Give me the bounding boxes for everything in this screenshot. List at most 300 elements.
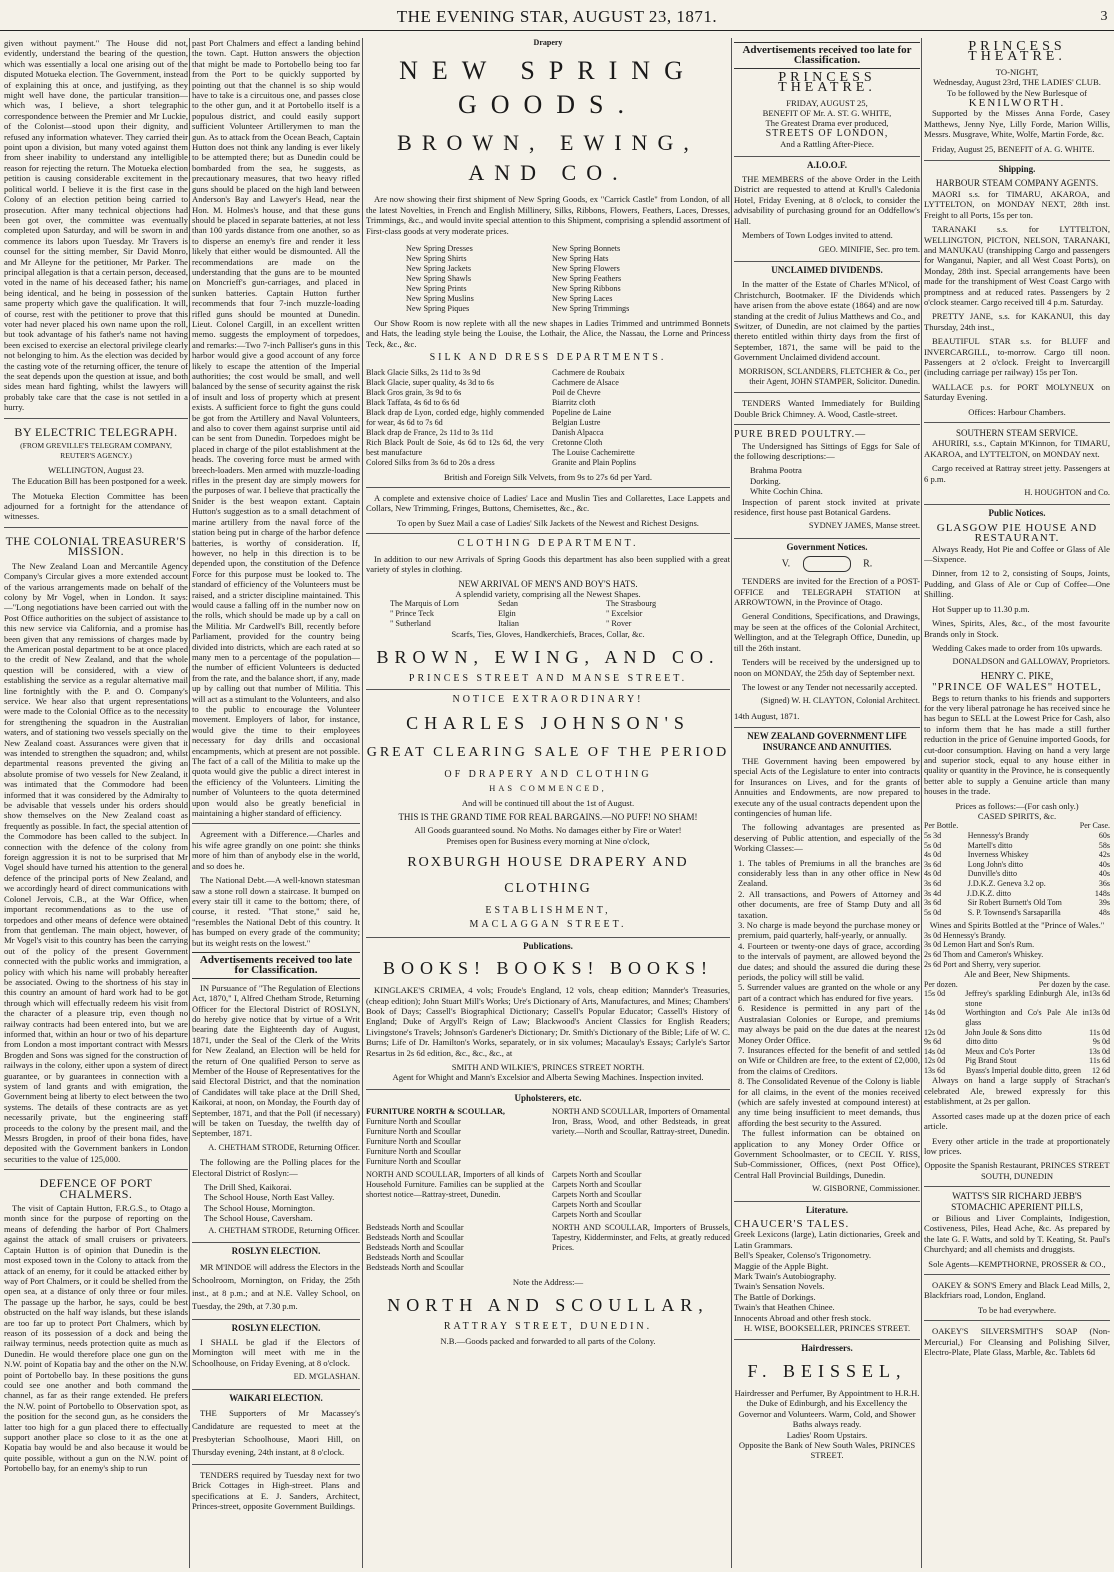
list-item: Black Glacie, super quality, 4s 3d to 6s [366, 377, 494, 387]
spanish-restaurant-line: Opposite the Spanish Restaurant, PRINCES STREET SOUTH, DUNEDIN [924, 1160, 1110, 1181]
divider [4, 418, 188, 419]
hats-col-b [498, 599, 598, 629]
list-item: Black drap de Lyon, corded edge, highly commended for wear, 4s 6d to 7s 6d [366, 407, 544, 427]
table-cell: 13s 0d [1088, 1046, 1110, 1056]
signature: A. CHETHAM STRODE, Returning Officer. [208, 1225, 360, 1235]
signature: A. CHETHAM STRODE, Returning Officer. [208, 1142, 360, 1152]
chaucer-heading: CHAUCER'S TALES. [734, 1218, 850, 1230]
table-cell: Worthington and Co's Pale Ale in glass [965, 1008, 1089, 1027]
spring-goods-right [552, 244, 690, 314]
signature: ED. M'GLASHAN. [293, 1372, 360, 1382]
shipping-office: Offices: Harbour Chambers. [968, 406, 1066, 417]
table-row [924, 989, 1110, 1008]
list-item: " Sutherland [390, 619, 431, 629]
books-text: KINGLAKE'S CRIMEA, 4 vols; Froude's England, 12 vols, cheap edition; Mannder's Treasuries, (cheap edition); John Stuart Mill's Works; Ure's Dictionary of Arts, Manufactures, and Mines; Chambers' Book of Days; Cassell's Biographical Dictionary; Cassell's Popular Educator; Cassell's History of England; Duke of Argyll's Reign of Law; Blackwood's Ancient Classics for English Readers; Livingstone's Travels; Johnson's Gardener's Dictionary; Dr. Smith's Dictionary of the Bible; Life of W. C. Burns; Life of Dr. Hamilton's Works, separately, or in six volumes; Macaulay's Essays; Carlyle's Sartor Resartus in 2s 6d edition, &c., &c., &c., at [366, 985, 730, 1058]
streets-of-london: STREETS OF LONDON, [765, 127, 889, 139]
books-agent: Agent for Whight and Mann's Excelsior and Alberta Sewing Machines. Inspection invited. [392, 1072, 704, 1083]
insurance-text: THE Government having been empowered by special Acts of the Legislature to enter into contracts for Insurances on Lives, and for the grants of Annuities and Endowments, are now prepared to execute any of the usual contracts dependent upon the contingencies of human life. [734, 755, 920, 818]
shipping-notice: BEAUTIFUL STAR s.s. for BLUFF and INVERCARGILL, to-morrow. Cargo till noon. Passengers at 2 o'clock. Freight to Invercargill (including carriage per railway) 15s per Ton. [924, 336, 1110, 378]
tonight-line: TO-NIGHT, [995, 66, 1039, 77]
table-cell: 3s 6d [924, 898, 942, 908]
list-item: Dorking. [750, 475, 781, 486]
list-item: New Spring Muslins [406, 294, 474, 304]
brown-ewing-heading: BROWN, EWING, AND CO. [397, 130, 699, 186]
table-cell: J.D.K.Z. ditto [966, 888, 1011, 898]
divider [366, 533, 730, 534]
glasgow-text: Wines, Spirits, Ales, &c., of the most favourite Brands only in Stock. [924, 618, 1110, 639]
list-item: 3s 0d Lemon Hart and Son's Rum. [924, 940, 1035, 950]
oakey-text: OAKEY & SON'S Emery and Black Lead Mills, 2, Blackfriars road, London, England. [924, 1279, 1110, 1301]
shipping-notice: MAORI s.s. for TIMARU, AKAROA, and LYTTELTON, on MONDAY NEXT, 28th inst. Freight to all Ports, 15s per ton. [924, 188, 1110, 220]
benefit-line: BENEFIT OF Mr. A. ST. G. WHITE, [762, 108, 892, 119]
table-header: Per Bottle. [924, 821, 959, 831]
signature: H. HOUGHTON and Co. [1024, 488, 1110, 498]
aioof-text: Members of Town Lodges invited to attend. [742, 230, 893, 241]
list-item: Greek Lexicons (large), Latin dictionaries, Greek and Latin Grammars. [734, 1229, 920, 1250]
list-item: Furniture North and Scoullar [366, 1127, 461, 1137]
north-scoullar-block-2 [366, 1170, 730, 1220]
table-cell: John Joule & Sons ditto [965, 1027, 1042, 1037]
macassey-notice: THE Supporters of Mr Macassey's Candidature are requested to meet at the Presbyterian Schoolhouse, Maori Hill, on Thursday evening, 24th instant, at 8 o'clock. [192, 1407, 360, 1457]
roxburgh-heading: ROXBURGH HOUSE DRAPERY AND CLOTHING [407, 854, 689, 896]
cased-spirits-line: CASED SPIRITS, &c. [977, 811, 1057, 821]
treasurer-heading: THE COLONIAL TREASURER'S MISSION. [5, 533, 187, 559]
dateline: WELLINGTON, August 23. [48, 465, 144, 475]
pike-text: Every other article in the trade at proportionately low prices. [924, 1135, 1110, 1156]
waikari-election-heading: WAIKARI ELECTION. [192, 1389, 360, 1403]
list-item: Furniture North and Scoullar [366, 1117, 461, 1127]
list-item: White Cochin China. [750, 486, 823, 497]
beissel-text: Hairdresser and Perfumer, By Appointment to H.R.H. the Duke of Edinburgh, and his Excellency the Governor and Volunteers. Warm, Cold, and Shower Baths always ready. [734, 1387, 920, 1430]
columns [0, 34, 1114, 1572]
hats-heading: NEW ARRIVAL OF MEN'S AND BOY'S HATS. [458, 578, 638, 589]
hairdressers-heading: Hairdressers. [734, 1339, 920, 1353]
benefit-text: Friday, August 25, BENEFIT of A. G. WHITE. [932, 143, 1095, 154]
roslyn-election-heading: ROSLYN ELECTION. [192, 1242, 360, 1256]
list-item: Elgin [498, 609, 516, 619]
list-item: Popeline de Laine [552, 407, 612, 417]
table-header-row [924, 821, 1110, 831]
roslyn-election-heading: ROSLYN ELECTION. [192, 1319, 360, 1333]
prince-of-wales-heading: "PRINCE OF WALES" HOTEL, [932, 681, 1102, 694]
glasgow-heading: GLASGOW PIE HOUSE AND RESTAURANT. [936, 521, 1098, 545]
glasgow-text: Always Ready, Hot Pie and Coffee or Glass of Ale—Sixpence. [924, 543, 1110, 565]
publications-heading: Publications. [366, 937, 730, 951]
list-item: Carpets North and Scoullar [552, 1190, 642, 1200]
kenilworth-line: KENILWORTH. [968, 97, 1066, 110]
spring-goods-list [366, 240, 730, 318]
continued-line: And will be continued till about the 1st of August. [461, 798, 635, 809]
glasgow-text: Dinner, from 12 to 2, consisting of Soups, Joints, Pudding, and Glass of Ale or Cup of Coffee—One Shilling. [924, 568, 1110, 600]
list-item: Brahma Pootra [750, 465, 802, 476]
table-cell: 148s [1094, 888, 1110, 898]
wednesday-line: Wednesday, August 23rd, THE LADIES' CLUB. [933, 77, 1101, 88]
unclaimed-heading: UNCLAIMED DIVIDENDS. [734, 261, 920, 275]
table-row [924, 1047, 1110, 1057]
divider [924, 1274, 1110, 1275]
polling-place: The School House, North East Valley. [204, 1192, 335, 1203]
table-cell: 9s 0d [1092, 1037, 1110, 1047]
list-item: Carpets North and Scoullar [552, 1170, 642, 1180]
table-header: Per dozen by the case. [1038, 979, 1110, 989]
signature: DONALDSON and GALLOWAY, Proprietors. [952, 657, 1110, 667]
showroom-text: Our Show Room is now replete with all the new shapes in Ladies Trimmed and untrimmed Bonnets and Hats, the leading style being the Louise, the Lothair, the Alice, the Nassau, the Lorne and Princess Teck, &c., &c. [366, 318, 730, 349]
divider [192, 1464, 360, 1465]
list-item: 2s 6d Port and Sherry, very superior. [924, 959, 1041, 969]
column-1 [4, 38, 188, 1568]
beissel-address: Opposite the Bank of New South Wales, PRINCES STREET. [738, 1439, 916, 1461]
royal-arms-icon [803, 556, 851, 572]
crest-letter-v: V. [781, 558, 791, 570]
divider [734, 392, 920, 393]
poultry-list [734, 465, 920, 496]
princess-theatre-heading: PRINCESS THEATRE. [968, 39, 1066, 65]
table-cell: 12s 0d [924, 1056, 946, 1066]
insurance-text: The fullest information can be obtained on application to any Money Order Office or Government Schoolmaster, or to CECIL Y. RISS, Sub-Commissioner, Offices, (next Post Office), Central Hall Provincial Buildings, Dunedin. [734, 1128, 920, 1180]
column-rule [189, 38, 190, 1568]
list-item: 5. Surrender values are granted on the whole or any part of a contract which has endured for five years. [738, 982, 920, 1003]
furniture-list [366, 1107, 544, 1167]
table-row [924, 908, 1110, 918]
wines-list [924, 931, 1110, 969]
iron-bedsteads-notice: NORTH AND SCOULLAR, Importers of Ornamental Iron, Brass, Wood, and other Bedsteads, in great variety.—North and Scoullar, Rattray-street, Dunedin. [552, 1107, 730, 1137]
hats-intro: A splendid variety, comprising all the Newest Shapes. [455, 588, 641, 599]
carpets-list [552, 1170, 730, 1220]
list-item: Bedsteads North and Scoullar [366, 1233, 464, 1243]
farce-line: And a Rattling After-Piece. [780, 139, 874, 150]
public-notices-heading: Public Notices. [924, 504, 1110, 518]
article-paragraph: The National Debt.—A well-known statesman saw a stone roll down a staircase. It bumped on every stair till it came to the bottom; there, of course, it rested. "That stone," said he, "resembles the National Debt of this country. It has bumped on every grade of the community; but its weight rests on the lowest." [192, 875, 360, 948]
page-number: 3 [1100, 9, 1108, 24]
table-cell: Inverness Whiskey [967, 850, 1029, 860]
list-item: New Spring Jackets [406, 264, 472, 274]
note-address: Note the Address:— [512, 1277, 584, 1288]
list-item: Black Glacie Silks, 2s 11d to 3s 9d [366, 367, 481, 377]
table-cell: 13s 6d [1088, 989, 1110, 999]
shipping-heading: Shipping. [924, 160, 1110, 174]
insurance-text: The following advantages are presented as deserving of Public attention, and especially of the Working Classes:— [734, 822, 920, 854]
article-paragraph: The visit of Captain Hutton, F.R.G.S., to Otago a month since for the purpose of reporting on the means of defending the harbor of Port Chalmers against the attack of small cruisers or privateers. Captain Hutton is of opinion that Dunedin is the most exposed town in the Colony to attack from the attack of an enemy, for it could be attacked either by way of Port Chalmers, or it could be shelled from the open sea, at a distance of only three or four miles. The passage up the harbor, he says, could be best obstructed on the half way islands, but these islands are too far up to protect Port Chalmers, which by reason of its possession of a dock and being the railway terminus, needs protection quite as much as Dunedin. He would therefore place one gun on the N.W. point of Kopatia bay and the other on the N.W. point of Portobello bay. In these positions the guns could see one another and both command the channel, as far as their range extended. He prefers the N.W. point of Portobello to Observation spot, as the position for the second gun, as he considers the latter too high for a gun placed there to effectually support another place so close to it as the one at Kopatia bay would be and also because it would be quite possible, without a gun on the N.W. point of Portobello bay, for an enemy's ship to run [4, 1203, 188, 1474]
list-item: Carpets North and Scoullar [552, 1210, 642, 1220]
silk-heading: SILK AND DRESS DEPARTMENTS. [429, 352, 667, 364]
list-item: New Spring Piques [406, 304, 470, 314]
rattray-line: RATTRAY STREET, DUNEDIN. [443, 1320, 653, 1332]
list-item: The Strasbourg [606, 599, 657, 609]
spirits-table [924, 821, 1110, 917]
table-cell: 40s [1098, 859, 1110, 869]
list-item: 2s 6d Thom and Cameron's Whiskey. [924, 949, 1044, 959]
glasgow-text: Wedding Cakes made to order from 10s upwards. [932, 642, 1103, 653]
north-scoullar-block-3 [366, 1223, 730, 1273]
table-cell: ditto ditto [966, 1037, 998, 1047]
list-item: 8. The Consolidated Revenue of the Colony is liable for all claims, in the event of the monies received (which are safely invested at compound interest) at any time being insufficient to meet demands, thus affording the best security to the Assured. [738, 1076, 920, 1128]
divider [734, 424, 920, 425]
list-item: New Spring Feathers [552, 274, 622, 284]
post-office-tenders: TENDERS are invited for the Erection of a POST-OFFICE and TELEGRAPH STATION at ARROWTOWN, in the Province of Otago. [734, 576, 920, 608]
list-item: New Spring Shirts [406, 254, 467, 264]
table-header: Per dozen. [924, 979, 958, 989]
table-header: Per Case. [1079, 821, 1110, 831]
table-cell: 14s 0d [924, 1046, 946, 1056]
table-row [924, 879, 1110, 889]
list-item: Bell's Speaker, Colenso's Trigonometry. [734, 1250, 872, 1261]
pike-text: Begs to return thanks to his friends and supporters for the very liberal patronage he has received since he has begun to SELL at the Lowest Price for Cash, also to inform them that he has made a still further reduction in the price of Genuine imported Goods, for cut-door consumption. Having on hand a very large and superior stock, equal to any house either in quality or quantity in the Province, he is consequently better able to supply a Genuine article than many houses in the trade. [924, 692, 1110, 797]
table-cell: Long John's ditto [967, 859, 1023, 869]
books-heading: BOOKS! BOOKS! BOOKS! [382, 958, 714, 979]
table-cell: 4s 0d [924, 850, 942, 860]
list-item: Black Gros grain, 3s 9d to 6s [366, 387, 462, 397]
princess-theatre-heading: PRINCESS THEATRE. [778, 69, 876, 96]
article-paragraph: Agreement with a Difference.—Charles and his wife agree grandly on one point: she thinks more of him than of anybody else in the world, and so does he. [192, 829, 360, 871]
divider [924, 1320, 1110, 1321]
watts-text: or Bilious and Liver Complaints, Indigestion, Costiveness, Piles, Head Ache, &c. As prepared by the late G. F. Watts, and sold by T. Keating, St. Paul's Churchyard; and all chemists and druggists. [924, 1212, 1110, 1255]
velvets-line: British and Foreign Silk Velvets, from 9s to 27s 6d per Yard. [444, 471, 652, 482]
list-item: The Louise Cachemirette [552, 447, 635, 457]
glasgow-text: Hot Supper up to 11.30 p.m. [932, 603, 1030, 614]
wines-heading: Wines and Spirits Bottled at the "Prince of Wales." [929, 920, 1105, 931]
defence-heading: DEFENCE OF PORT CHALMERS. [39, 1176, 153, 1201]
silk-left [366, 368, 544, 468]
oakey-soap-text: OAKEY'S SILVERSMITH'S SOAP (Non-Mercurial,) For Cleansing and Polishing Silver, Electro-Plate, Plate Glass, Marble, &c. Tablets 6d [924, 1326, 1110, 1357]
list-item: New Spring Flowers [552, 264, 620, 274]
table-cell: 12 6d [1092, 1065, 1110, 1075]
aioof-text: THE MEMBERS of the above Order in the Leith District are requested to attend at Krull's Caledonia Hotel, Friday Evening, at 8 o'clock, to consider the advisability of purchasing ground for an Oddfellow's Hall. [734, 174, 920, 226]
hats-col-c [606, 599, 706, 629]
table-cell: Sir Robert Burnett's Old Tom [967, 898, 1062, 908]
list-item: Carpets North and Scoullar [552, 1200, 642, 1210]
insurance-list [734, 858, 920, 1129]
table-cell: 39s [1098, 898, 1110, 908]
list-item: Cachmere de Roubaix [552, 367, 625, 377]
list-item: Belgian Lustre [552, 417, 601, 427]
list-item: Bedsteads North and Scoullar [366, 1263, 464, 1273]
commenced-line: HAS COMMENCED, [489, 783, 607, 793]
table-cell: Meux and Co's Porter [965, 1046, 1035, 1056]
scarfs-line: Scarfs, Ties, Gloves, Handkerchiefs, Braces, Collar, &c. [451, 629, 645, 640]
divider [366, 487, 730, 488]
table-cell: Dunville's ditto [967, 869, 1017, 879]
column-rule [362, 38, 363, 1568]
signature: SYDNEY JAMES, Manse street. [808, 521, 920, 531]
list-item: Italian [498, 619, 519, 629]
list-item: Rich Black Poult de Soie, 4s 6d to 12s 6d, the very best manufacture [366, 437, 544, 457]
friday-line: FRIDAY, AUGUST 25, [786, 97, 868, 108]
establishment-line: ESTABLISHMENT, [485, 904, 611, 916]
oakey-line: To be had everywhere. [977, 1304, 1057, 1315]
table-cell: 3s 6d [924, 878, 942, 888]
list-item: New Spring Ribbons [552, 284, 621, 294]
southern-steam-heading: SOUTHERN STEAM SERVICE. [955, 428, 1079, 438]
table-header-row [924, 980, 1110, 990]
hats-list [366, 599, 730, 629]
table-row [924, 889, 1110, 899]
election-notice: IN Pursuance of "The Regulation of Elections Act, 1870," I, Alfred Chetham Strode, Returning Officer for the Electoral District of ROSLYN, do hereby give notice that by virtue of a Writ bearing date the Eighteenth day of August, 1871, under the Seal of the Clerk of the Writs for New Zealand, an Election will be held for the return of One qualified Person to serve as Member of the House of Representatives for the said Electoral District, and that the nomination of Candidates will take place at the Drill Shed, Kaikorai, at noon, on Monday, the Fourth day of September, 1871, and that the Poll (if necessary) will be taken on Tuesday, the twelfth day of September, 1871. [192, 982, 360, 1139]
beissel-text: Ladies' Room Upstairs. [786, 1429, 868, 1440]
brown-ewing-footer: BROWN, EWING, AND CO. [376, 646, 720, 667]
table-cell: 13s 6d [924, 1065, 946, 1075]
table-cell: 48s [1098, 907, 1110, 917]
divider [924, 422, 1110, 423]
poultry-heading: PURE BRED POULTRY.— [734, 429, 867, 441]
table-cell: 58s [1098, 840, 1110, 850]
new-spring-goods-heading: NEW SPRING GOODS. [399, 56, 697, 120]
polling-places [192, 1182, 360, 1224]
ahuriri-notice: AHURIRI, s.s., Captain M'Kinnon, for TIMARU, AKAROA, and LYTTELTON, on MONDAY next. [924, 438, 1110, 459]
table-cell: 3s 6d [924, 859, 942, 869]
maclaggan-line: MACLAGGAN STREET. [469, 919, 627, 931]
table-cell: Hennessy's Brandy [967, 831, 1029, 840]
polling-place: The Drill Shed, Kaikorai. [204, 1182, 292, 1193]
article-paragraph: past Port Chalmers and effect a landing behind the town. Capt. Hutton answers the objection that might be made to Portobello being too far from the Port to be quickly supported by pointing out that the channel is so ship would have to take is a circuitous one, and passes close to the other gun, and it at Portobello itself is a populous district, and could easily support sufficient Volunteer Artillerymen to man the gun. As to attack from the Ocean Beach, Captain Hutton does not think any landing is ever likely to be attempted there; but as Dunedin could be bombarded from the sea, he suggests, as precautionary measures, that two heavy rifled guns should be placed on the high land between Anderson's Bay and Lawyer's Head, near the Hon. M. Holmes's house, and that these guns should be placed in separate batteries, at not less than 100 yards distance from one another, so as to disperse an enemy's fire and render it less likely that either would be dismounted. All the recommendations are made on the understanding that the guns are to be mounted on Moncrieff's gun-carriages, and placed in sunken batteries. Captain Hutton further recommends that four 7-inch muzzle-loading rifled guns should be mounted at Dunedin. Lieut. Colonel Cargill, in an excellent written memo. suggests the employment of torpedoes, and remarks:—Two 7-inch Palliser's guns in this harbor would give a good account of any force likely to escape the attention of the Imperial authorities; the cost would be small, and well balanced by the sense of security against the risk of insult and loss of property which at present exists. A sufficient force to fight the guns could be got from the Artillery and Naval Volunteers, and also to cover them against surprise until aid can be sent from Dunedin. Torpedoes might be placed in charge of the pilot establishment at the heads. The covering force must be armed with breech-loaders. Men armed with muzzle-loading rifles in the present day are simply mowers for the purposes of war. I believe that practically the Snider is the best weapon extant. Captain Hutton's suggestion as to a small detachment of marine artillery from the naval force of the station being put in charge of the harbor defence batteries, is worthy of consideration. If, however, no help in this direction is to be depended upon, the constitution of the Defence Force for this purpose must be looked to. The standard of efficiency of the Volunteers must be raised, and a stricter discipline maintained. This would cause a falling off in the number now on the rolls, which should be made up by a call on the Militia. Mr Cardwell's Bill, recently before Parliament, provided for the country being divided into districts, which are each rated at so many men to a percentage of the population—the number of efficient Volunteers is deducted from the rate, and the balance short, if any, made up by calling out that number of Militia. This will act as a stimulant to the Volunteers, and also to the public to encourage the Volunteer movement. Employers of labor, for instance, would give the time to their employees necessary for day drills and occasional encampments, which at present are not possible. The fact of a call of the Militia to make up the quota would give the public a direct interest in the efficiency of the Volunteers. Limiting the number of Volunteers to the quota determined upon would also be greatly beneficial in maintaining a higher standard of efficiency. [192, 38, 360, 819]
ahuriri-notice: Cargo received at Rattray street jetty. Passengers at 6 p.m. [924, 463, 1110, 484]
bedsteads-list [366, 1223, 544, 1273]
drapery-section-label: Drapery [533, 38, 563, 47]
hats-col-a [390, 599, 490, 629]
list-item: New Spring Prints [406, 284, 467, 294]
list-item: Biarritz cloth [552, 397, 596, 407]
article-paragraph: The New Zealand Loan and Mercantile Agency Company's Circular gives a more extended account of the various arrangements made on behalf of the colony by Mr Vogel, when in London. It says:—"Long negotiations have been carried out with the Post Office authorities on the subject of assistance to this new service via California, and a promise has been given that any remissions of charges made by the American postal department to be at once placed to the credit of New Zealand, and that the whole question will be considered, with a view of establishing the service as a regular alternative mail line fortnightly with the P. and O. Company's service. We hear also that urgent representations were made to the Colonial Office as to the necessity for strengthening the squadron in the Australian waters, and of stationing two vessels specially on the New Zealand coast. Assurances were given that it was intended to strengthen the squadron; and, whilst departmental reasons prevented the giving an absolute promise of two vessels for New Zealand, it was intimated that the Commodore had been informed that it was considered by the Admiralty to be advisable that vessels under his orders should show themselves on the New Zealand coast as frequently as possible. In fact, the special attention of the Commodore has been called to the subject. In connection with the defence of the colony from foreign aggression it is not to be surprised that Mr Vogel should have turned his attention to the general defence of the principal ports of New Zealand, and we accordingly heard of direct communications with Colonel Jervois, C.B., at the War Office, when important recommendations as to the use of torpedoes and other means of defence were obtained from that gentleman. The main object, however, of Mr Vogel's visit to this country has been the carrying out of the policy of the present Government connected with the public works and immigration, a policy with which his name will probably hereafter be associated. Owing to the shortness of his stay in this country an amount of hard work had to be got through which will effectually redeem his visit from the character of a pleasure trip, even though no railway contracts had been entered into, but we are informed that, within an hour or two of his departure from London a most important contract with Messrs Brogden and Sons was signed for the construction of railways in the colony, either upon a system of direct guarantee, or by guarantees in connection with a system of land grants and with emigration, the Government being at liberty to elect between the two systems. The details of these contracts are as yet necessarily private, but the engineering staff proceeds to the colony by the present mail, and the Messrs Brogden, in proof of their bona fides, have deposited with the Government bankers in London securities to the value of 125,000. [4, 560, 188, 1164]
shipping-notice: WALLACE p.s. for PORT MOLYNEUX on Saturday Evening. [924, 381, 1110, 403]
list-item: 7. Insurances effected for the benefit of and settled on Wife or Children are free, to the extent of £2,000, from the claims of Creditors. [738, 1044, 920, 1076]
household-notice: NORTH AND SCOULLAR, Importers of all kinds of Household Furniture. Families can be supplied at the shortest notice—Rattray-street, Dunedin. [366, 1170, 544, 1200]
table-cell: 15s 0d [924, 989, 946, 999]
signature: (Signed) W. H. CLAYTON, Colonial Architect. [760, 696, 920, 706]
list-item: Cretonne Cloth [552, 437, 603, 447]
post-office-tenders: General Conditions, Specifications, and Drawings, may be seen at the offices of the Colonial Architect, Wellington, and at the Telegraph Office, Dunedin, up till the 26th instant. [734, 611, 920, 653]
table-cell: 60s [1098, 831, 1110, 840]
chaucer-list [734, 1229, 920, 1323]
column-4 [734, 38, 920, 1568]
table-cell: 40s [1098, 869, 1110, 879]
table-row [924, 860, 1110, 870]
aioof-heading: A.I.O.O.F. [734, 156, 920, 170]
pike-heading: HENRY C. PIKE, [980, 670, 1054, 682]
table-row [924, 1028, 1110, 1038]
unclaimed-text: In the matter of the Estate of Charles M'Nicol, of Christchurch, Bootmaker. IF the Dividends which have arisen from the above estate (1864) and are now standing at the credit of Julius Matthews and Co., and Switzer, of Dunedin, are not claimed by the parties thereto entitled within thirty days from the first of September, 1871, the same will be paid to the Government Unclaimed dividend account. [734, 279, 920, 363]
list-item: Poil de Chevre [552, 387, 601, 397]
list-item: 3s 0d Hennessy's Brandy. [924, 930, 1006, 940]
table-cell: 5s 3d [924, 831, 942, 840]
list-item: Furniture North and Scoullar [366, 1137, 461, 1147]
pike-text: Always on hand a large supply of Strachan's celebrated Ale, brewed expressly for this establishment, at 2s per gallon. [924, 1075, 1110, 1107]
table-cell: J.D.K.Z. Geneva 3.2 op. [967, 878, 1046, 888]
table-cell: 5s 0d [924, 907, 942, 917]
table-cell: 13s 0d [1088, 1008, 1110, 1018]
list-item: New Spring Dresses [406, 244, 473, 254]
tenders-date: 14th August, 1871. [734, 710, 800, 721]
government-notices-heading: Government Notices. [734, 538, 920, 552]
list-item: New Spring Laces [552, 294, 613, 304]
upholsterers-heading: Upholsterers, etc. [366, 1089, 730, 1103]
chaucer-sig: H. WISE, BOOKSELLER, PRINCES STREET. [743, 1323, 911, 1334]
list-item: " Excelsior [606, 609, 643, 619]
premises-line: Premises open for Business every morning at Nine o'clock, [446, 835, 650, 846]
tenders-notice: TENDERS required by Tuesday next for two Brick Cottages in High-street. Plans and specifications at E. J. Sanders, Architect, Princes-street, opposite Government Buildings. [192, 1469, 360, 1512]
list-item: Mark Twain's Autobiography. [734, 1271, 837, 1282]
list-item: Granite and Plain Poplins [552, 457, 636, 467]
table-row [924, 1066, 1110, 1076]
signature: W. GISBORNE, Commissioner. [812, 1184, 920, 1194]
beissel-heading: F. BEISSEL, [747, 1360, 907, 1381]
list-item: Innocents Abroad and other fresh stock. [734, 1312, 871, 1323]
list-item: Black drap de France, 2s 11d to 3s 11d [366, 427, 493, 437]
harbour-steam-heading: HARBOUR STEAM COMPANY AGENTS. [935, 178, 1099, 189]
table-cell: 36s [1098, 878, 1110, 888]
table-cell: Pig Brand Stout [965, 1056, 1017, 1066]
list-item: The Marquis of Lorn [390, 599, 459, 609]
literature-heading: Literature. [734, 1201, 920, 1215]
charles-johnson-heading: CHARLES JOHNSON'S [406, 712, 690, 733]
table-row [924, 831, 1110, 841]
signature: MORRISON, SCLANDERS, FLETCHER & Co., per their Agent, JOHN STAMPER, Solicitor. Dunedin. [738, 366, 920, 386]
list-item: Danish Alpacca [552, 427, 604, 437]
divider [4, 527, 188, 528]
list-item: 1. The tables of Premiums in all the branches are considerably less than in any other office in New Zealand. [738, 857, 920, 889]
article-paragraph: The Motueka Election Committee has been adjourned for a fortnight for the attendance of witnesses. [4, 490, 188, 522]
late-advertisements-heading: Advertisements received too late for Classification. [192, 952, 360, 979]
table-row [924, 1037, 1110, 1047]
table-cell: Jeffrey's sparkling Edinburgh Ale, in stone [965, 989, 1089, 1008]
list-item: Sedan [498, 599, 519, 609]
masthead-title: THE EVENING STAR, AUGUST 23, 1871. [396, 7, 718, 26]
table-row [924, 850, 1110, 860]
late-advertisements-heading: Advertisements received too late for Classification. [734, 42, 920, 69]
list-item: New Spring Bonnets [552, 244, 621, 254]
list-item: Maggie of the Apple Bight. [734, 1260, 829, 1271]
list-item: " Prince Teck [390, 609, 434, 619]
watts-sig: Sole Agents—KEMPTHORNE, PROSSER & CO., [928, 1258, 1106, 1269]
prices-line: Prices as follows:—(For cash only.) [955, 800, 1079, 811]
table-cell: Byass's Imperial double ditto, green [966, 1065, 1081, 1075]
list-item: Twain's Sensation Novels. [734, 1281, 825, 1292]
notice-extraordinary: NOTICE EXTRAORDINARY! [452, 694, 644, 706]
telegraph-source: (FROM GREVILLE'S TELEGRAM COMPANY, REUTER'S AGENCY.) [20, 441, 172, 461]
mindoe-notice: MR M'INDOE will address the Electors in the Schoolroom, Mornington, on Friday, the 25th inst., at 8 p.m.; and at N.E. Valley School, on Tuesday, the 29th, at 7.30 p.m. [192, 1261, 360, 1311]
nb-line: N.B.—Goods packed and forwarded to all parts of the Colony. [440, 1336, 656, 1347]
polling-notice: The following are the Polling places for the Electoral District of Roslyn:— [192, 1157, 360, 1178]
list-item: Furniture North and Scoullar [366, 1157, 461, 1167]
burlesque-line: To be followed by the New Burlesque of [947, 87, 1087, 98]
guaranteed-line: All Goods guaranteed sound. No Moths. No damages either by Fire or Water! [414, 825, 682, 836]
table-cell: 4s 0d [924, 869, 942, 879]
table-cell: 9s 6d [924, 1037, 942, 1047]
table-cell: 3s 4d [924, 888, 942, 898]
table-cell: 42s [1098, 850, 1110, 860]
telegraph-heading: BY ELECTRIC TELEGRAPH. [14, 424, 178, 439]
table-row [924, 1008, 1110, 1027]
north-scoullar-heading: NORTH AND SCOULLAR, [387, 1294, 709, 1315]
list-item: Bedsteads North and Scoullar [366, 1253, 464, 1263]
divider [924, 1186, 1110, 1187]
post-office-tenders: The lowest or any Tender not necessarily accepted. [742, 681, 918, 692]
cast-text: Supported by the Misses Anna Forde, Casey Matthews, Jenny Nye, Lilly Forde, Marion Willis, Messrs. Musgrave, White, Wolfe, Martin Forde, &c. [924, 108, 1110, 140]
north-scoullar-block-1 [366, 1107, 730, 1167]
grand-time-line: THIS IS THE GRAND TIME FOR REAL BARGAINS.—NO PUFF! NO SHAM! [398, 811, 698, 822]
article-paragraph: given without payment." The House did not, evidently, understand the bearing of the question, which was essentially a local one arising out of the disputed Motueka election. The Government, instead of explaining this at once, and justifying, as they might well have done, the particular transition—which was, I believe, a short telegraphic correspondence between the Premier and Mr Luckie, of the Colonist—stood upon their dignity, and refused any information whatever. They carried their point upon a division, but many voted against them from sheer inability to understand any intelligible reason for rejecting the return. The Motueka election petition is causing considerable excitement in the political world. I believe it is the first case in the Colony of an election petition being carried to prosecution. After many technical objections had been got over, the committee was eventually completed upon Saturday, and will be sworn in and commence its labors upon Tuesday. Mr Travers is counsel for the sitting member, Sir David Monro, and Mr Alleyne for the petitioner, Mr Parker. The principal allegation is that a certain person, deceased, voted in the name of his deceased father; his name being identical, and he being in possession of the same property which gave the qualification. It will, of course, rest with the petitioner to prove that this voter had never placed his own name upon the roll, but took advantage of his father's name not having been excised to exercise an electoral privilege clearly not belonging to him. As the election was decided by the casting vote of the returning officer, the tenure of the seat depends upon the question at issue, and both sides mean hard fighting, whilst the lawyers will probably take care that the case is not settled in a hurry. [4, 38, 188, 413]
shipping-notice: TARANAKI s.s. for LYTTELTON, WELLINGTON, PICTON, NELSON, TARANAKI, and MANUKAU (transhipping Cargo and passengers for Wanganui, Napier, and all West Coast Ports), on Monday, 28th inst. Special arrangements have been made for the transhipment of West Coast Cargo with promptness and at reduced rates. Passengers by 2 o'clock steamer. Cargo received till 4 p.m. Saturday. [924, 224, 1110, 307]
poultry-text: Inspection of parent stock invited at private residence, first house past Botanical Gardens. [734, 496, 920, 518]
table-row [924, 898, 1110, 908]
poultry-text: The Undersigned has Sittings of Eggs for Sale of the following descriptions:— [734, 440, 920, 461]
drapery-clothing-line: OF DRAPERY AND CLOTHING [444, 768, 652, 780]
drama-line: The Greatest Drama ever produced, [765, 118, 889, 129]
list-item: Cachmere de Alsace [552, 377, 619, 387]
column-rule [921, 38, 922, 1568]
table-cell: S. P. Townsend's Sarsaparilla [967, 907, 1061, 917]
shipping-notice: PRETTY JANE, s.s. for KAKANUI, this day Thursday, 24th inst., [924, 311, 1110, 332]
chimney-tenders: TENDERS Wanted Immediately for Building Double Brick Chimney. A. Wood, Castle-street. [734, 398, 920, 419]
table-cell: 14s 0d [924, 1008, 946, 1018]
